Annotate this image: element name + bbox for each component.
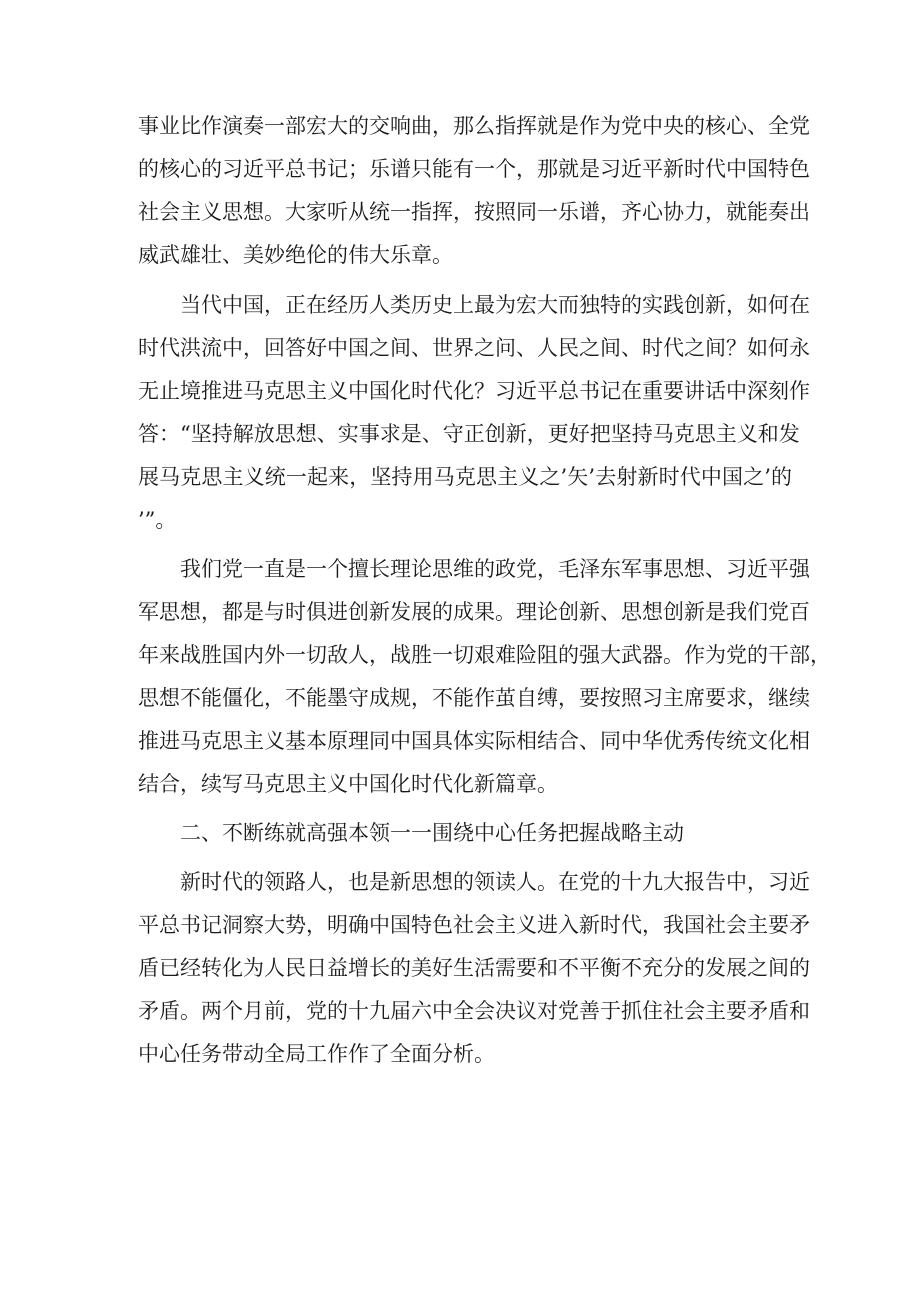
text-line: 的核心的习近平总书记；乐谱只能有一个，那就是习近平新时代中国特色	[138, 157, 810, 181]
text-line: 答：“坚持解放思想、实事求是、守正创新，更好把坚持马克思主义和发	[138, 422, 800, 446]
text-line: 结合，续写马克思主义中国化时代化新篇章。	[138, 772, 558, 796]
text-line: 事业比作演奏一部宏大的交响曲，那么指挥就是作为党中央的核心、全党	[138, 114, 810, 138]
paragraph-first-line: 新时代的领路人，也是新思想的领读人。在党的十九大报告中，习近	[180, 870, 810, 894]
text-line: ’”。	[138, 508, 177, 532]
text-line: 威武雄壮、美妙绝伦的伟大乐章。	[138, 243, 453, 267]
paragraph-first-line: 当代中国，正在经历人类历史上最为宏大而独特的实践创新，如何在	[180, 293, 810, 317]
paragraph-first-line: 我们党一直是一个擅长理论思维的政党，毛泽东军事思想、习近平强	[180, 557, 810, 581]
text-line: 推进马克思主义基本原理同中国具体实际相结合、同中华优秀传统文化相	[138, 729, 810, 753]
section-heading: 二、不断练就高强本领一一围绕中心任务把握战略主动	[180, 821, 684, 845]
text-line: 中心任务带动全局工作作了全面分析。	[138, 1042, 495, 1066]
text-line: 年来战胜国内外一切敌人，战胜一切艰难险阻的强大武器。作为党的干部，	[138, 643, 831, 667]
text-line: 时代洪流中，回答好中国之间、世界之问、人民之间、时代之间？如何永	[138, 336, 810, 360]
text-line: 军思想，都是与时俱进创新发展的成果。理论创新、思想创新是我们党百	[138, 600, 810, 624]
text-line: 无止境推进马克思主义中国化时代化？习近平总书记在重要讲话中深刻作	[138, 379, 810, 403]
text-line: 矛盾。两个月前，党的十九届六中全会决议对党善于抓住社会主要矛盾和	[138, 999, 810, 1023]
text-line: 平总书记洞察大势，明确中国特色社会主义进入新时代，我国社会主要矛	[138, 913, 810, 937]
text-line: 盾已经转化为人民日益增长的美好生活需要和不平衡不充分的发展之间的	[138, 956, 810, 980]
text-line: 思想不能僵化，不能墨守成规，不能作茧自缚，要按照习主席要求，继续	[138, 686, 810, 710]
text-line: 社会主义思想。大家听从统一指挥，按照同一乐谱，齐心协力，就能奏出	[138, 200, 810, 224]
text-line: 展马克思主义统一起来，坚持用马克思主义之’矢’去射新时代中国之’的	[138, 465, 792, 489]
